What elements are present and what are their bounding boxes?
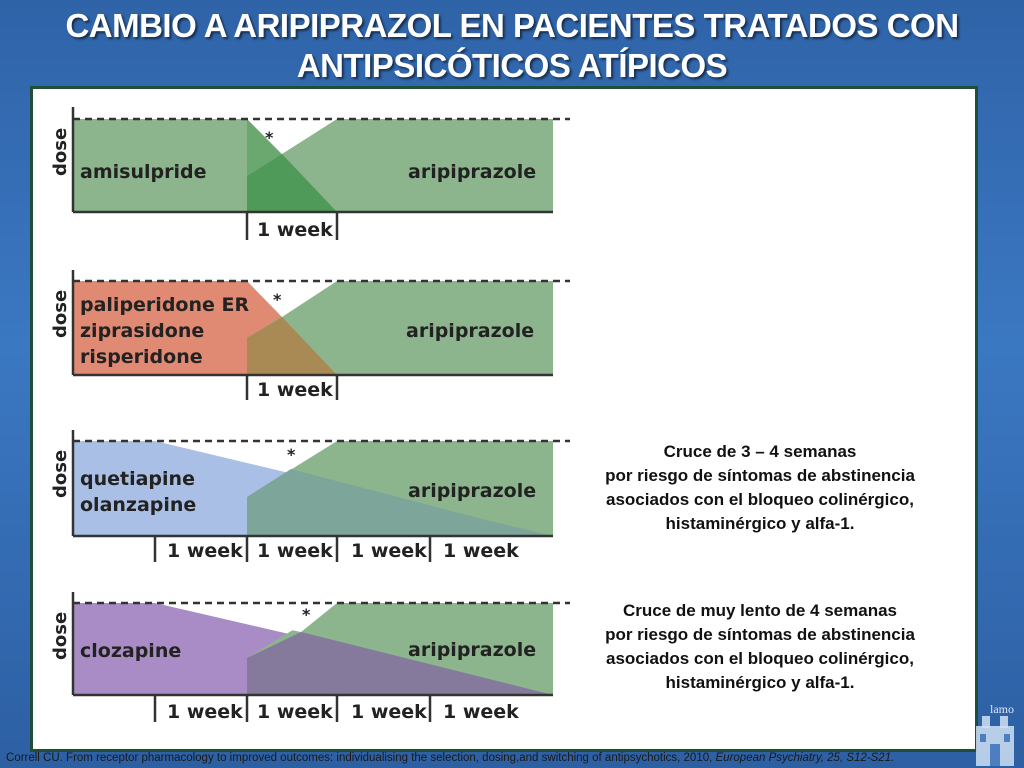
note-line-3: histaminérgico y alfa-1. bbox=[665, 673, 855, 692]
citation-journal: European Psychiatry, 25, S12-S21. bbox=[715, 752, 895, 764]
aripiprazole-label: aripiprazole bbox=[408, 161, 537, 183]
week-label-1: 1 week bbox=[167, 540, 243, 562]
week-label-4: 1 week bbox=[443, 540, 519, 562]
week-label-3: 1 week bbox=[351, 701, 427, 723]
old-drug-label: amisulpride bbox=[80, 161, 207, 183]
week-label-2: 1 week bbox=[257, 701, 333, 723]
old-drug-label-2: olanzapine bbox=[80, 494, 197, 516]
citation-footer bbox=[6, 752, 1016, 764]
switch-panel-quetiapine-group bbox=[50, 430, 570, 562]
dose-axis-label: dose bbox=[50, 127, 71, 176]
crossover-asterisk: * bbox=[287, 445, 296, 464]
old-drug-label-1: paliperidone ER bbox=[80, 294, 250, 316]
crossover-asterisk: * bbox=[265, 128, 274, 147]
note-line-2: asociados con el bloqueo colinérgico, bbox=[606, 649, 914, 668]
institution-logo-icon bbox=[972, 702, 1018, 766]
aripiprazole-label: aripiprazole bbox=[406, 320, 535, 342]
old-drug-label-3: risperidone bbox=[80, 346, 203, 368]
aripiprazole-label: aripiprazole bbox=[408, 639, 537, 661]
aripiprazole-label: aripiprazole bbox=[408, 480, 537, 502]
note-line-2: asociados con el bloqueo colinérgico, bbox=[606, 490, 914, 509]
crossover-note-4-weeks bbox=[550, 599, 970, 695]
switch-panel-paliperidone-group bbox=[50, 270, 570, 401]
switch-panel-amisulpride bbox=[50, 107, 570, 241]
week-label: 1 week bbox=[257, 219, 333, 241]
old-drug-label: clozapine bbox=[80, 640, 182, 662]
title-line-1: CAMBIO A ARIPIPRAZOL EN PACIENTES TRATADOS CON bbox=[65, 7, 959, 44]
week-label-3: 1 week bbox=[351, 540, 427, 562]
logo-text: lamo bbox=[990, 702, 1014, 716]
old-drug-label-1: quetiapine bbox=[80, 468, 195, 490]
week-label: 1 week bbox=[257, 379, 333, 401]
note-heading: Cruce de muy lento de 4 semanas bbox=[623, 601, 897, 620]
note-line-3: histaminérgico y alfa-1. bbox=[665, 514, 855, 533]
note-line-1: por riesgo de síntomas de abstinencia bbox=[605, 466, 915, 485]
week-label-4: 1 week bbox=[443, 701, 519, 723]
week-label-1: 1 week bbox=[167, 701, 243, 723]
switch-panel-clozapine bbox=[50, 592, 570, 723]
note-line-1: por riesgo de síntomas de abstinencia bbox=[605, 625, 915, 644]
week-label-2: 1 week bbox=[257, 540, 333, 562]
crossover-note-3-4-weeks bbox=[550, 440, 970, 536]
title-line-2: ANTIPSICÓTICOS ATÍPICOS bbox=[296, 47, 728, 84]
crossover-asterisk: * bbox=[302, 605, 311, 624]
crossover-asterisk: * bbox=[273, 290, 282, 309]
note-heading: Cruce de 3 – 4 semanas bbox=[663, 442, 857, 461]
dose-axis-label: dose bbox=[50, 449, 71, 498]
dose-axis-label: dose bbox=[50, 611, 71, 660]
old-drug-label-2: ziprasidone bbox=[80, 320, 205, 342]
dose-axis-label: dose bbox=[50, 289, 71, 338]
citation-text: Correll CU. From receptor pharmacology to improved outcomes: individualising the selection, dosing,and switching of antipsychotics, 2010, bbox=[6, 752, 716, 764]
